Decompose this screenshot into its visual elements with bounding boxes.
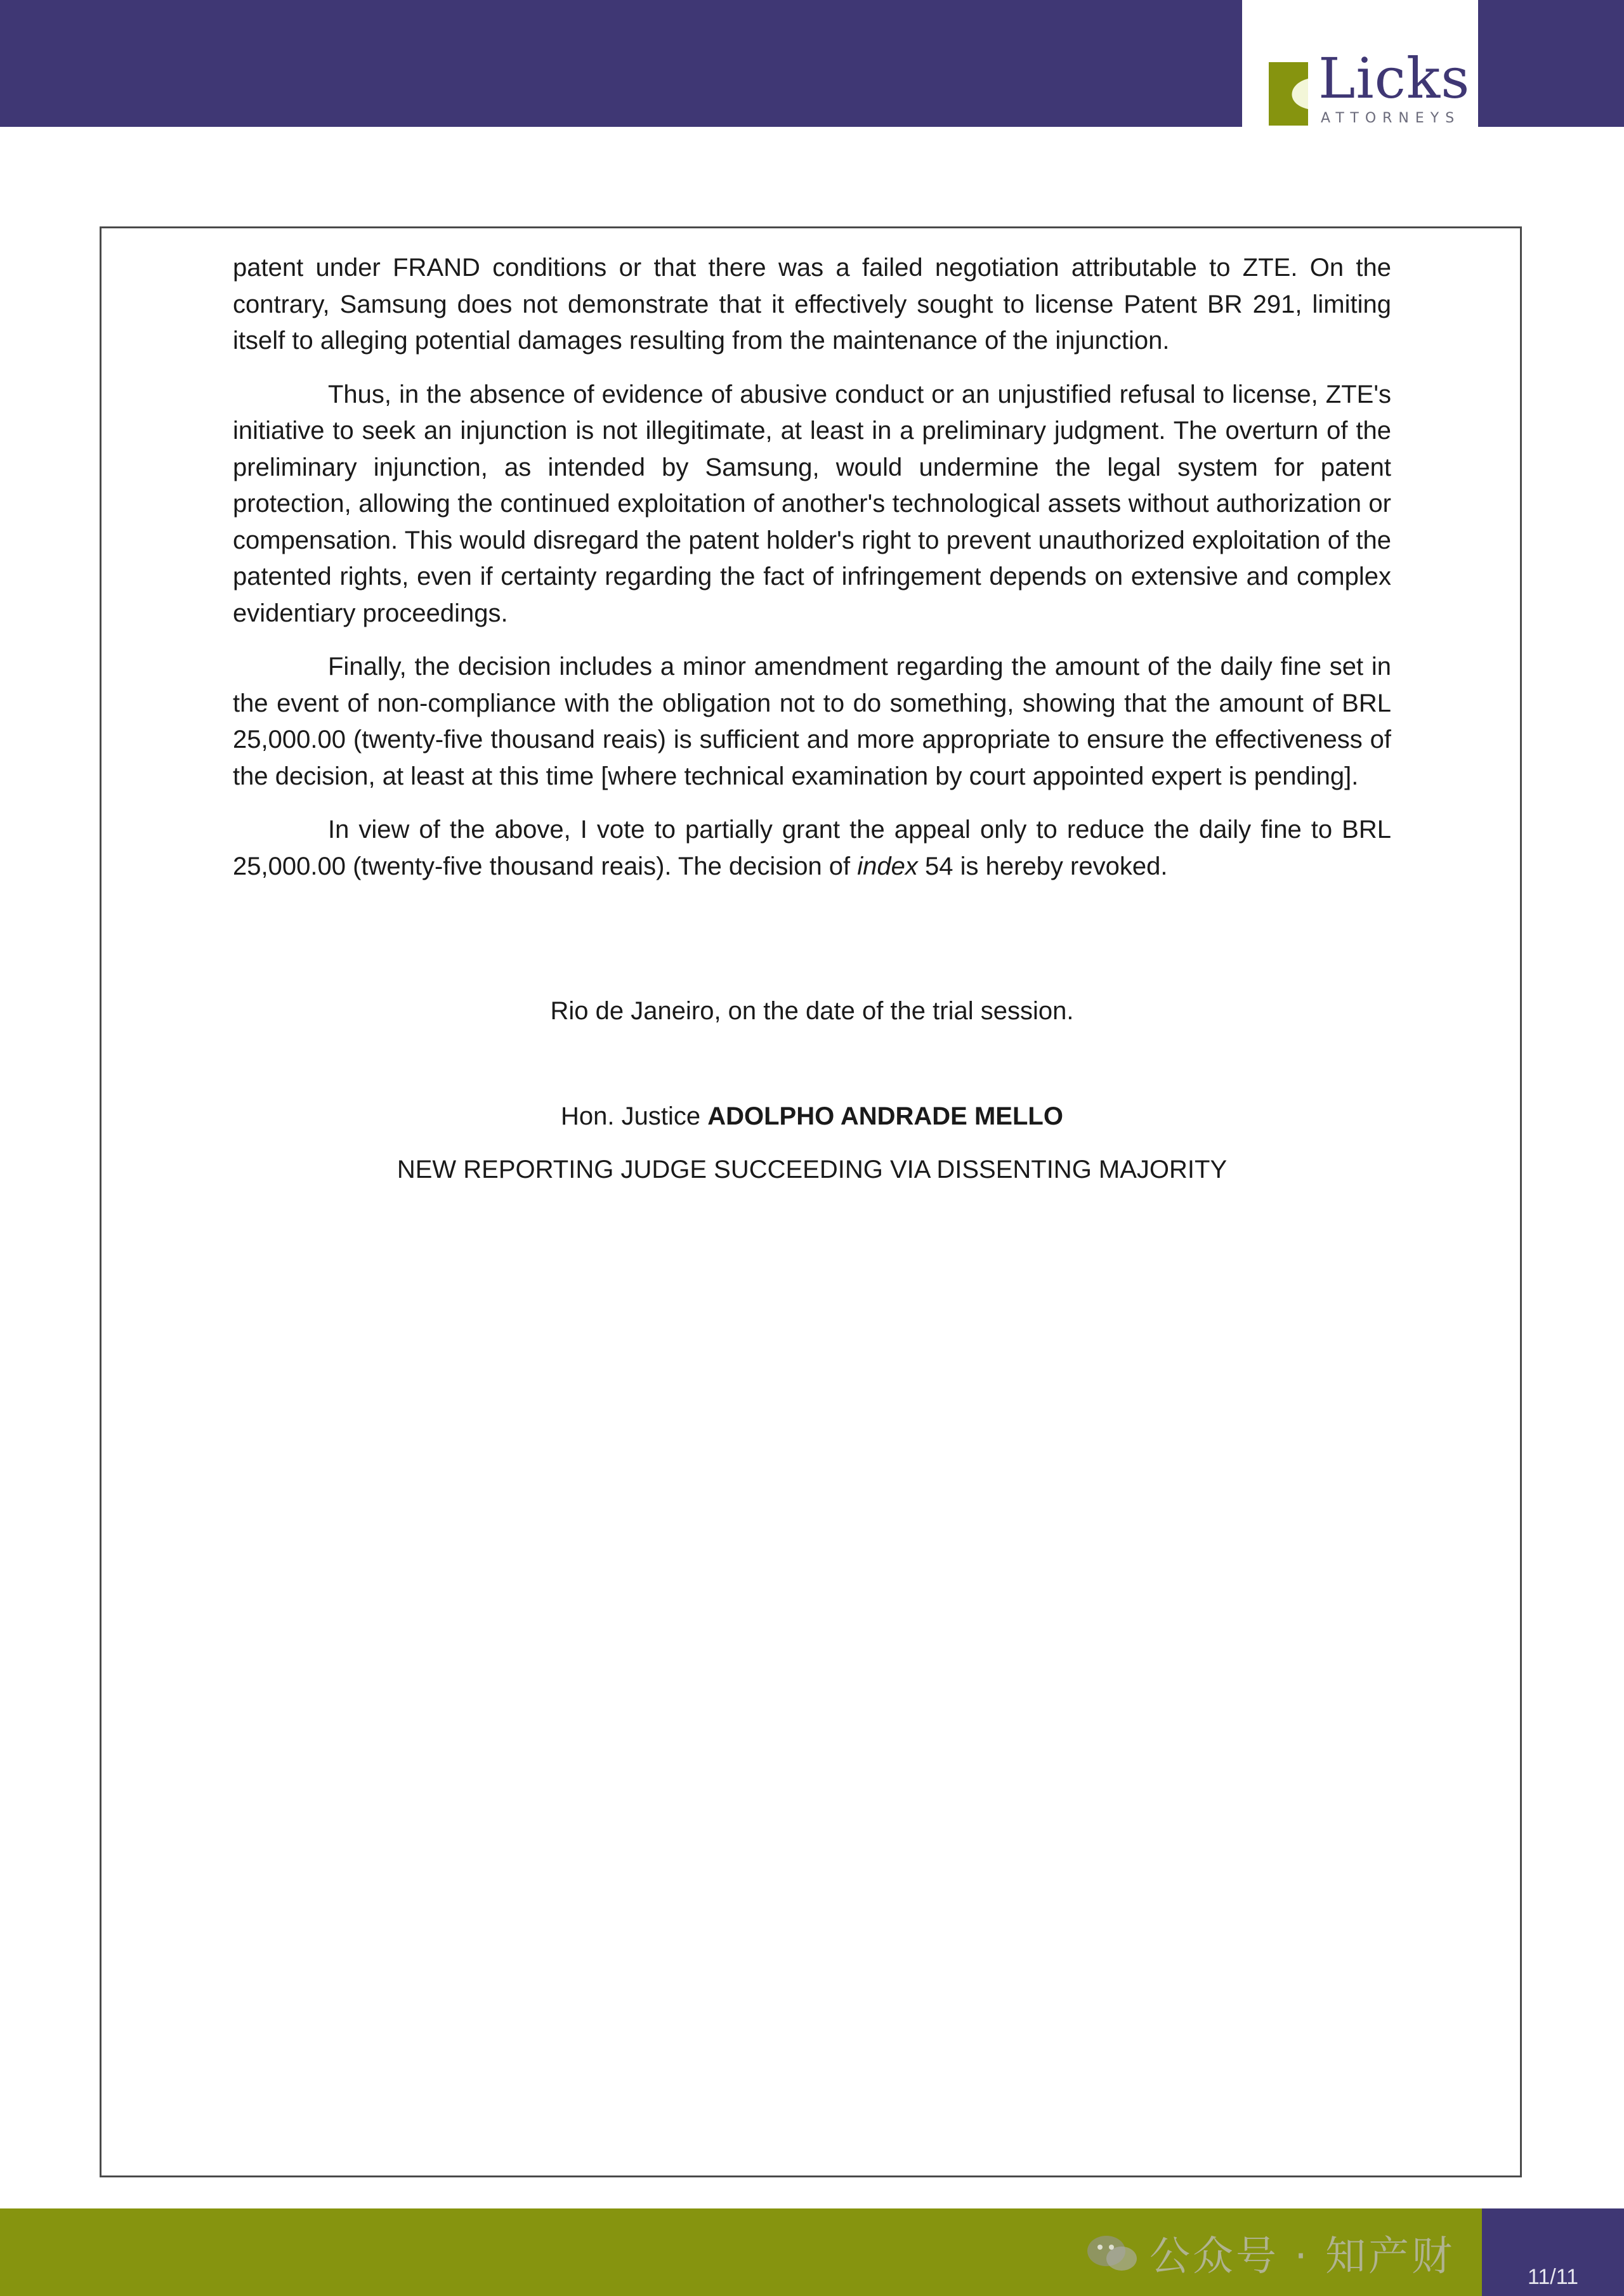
document-body	[233, 250, 1391, 902]
place-date: Rio de Janeiro, on the date of the trial session.	[550, 997, 1074, 1025]
paragraph-4-text: In view of the above, I vote to partially grant the appeal only to reduce the daily fine to BRL 25,000.00 (twenty-five thousand reais). The decision of	[233, 816, 1391, 880]
paragraph-4-italic: index	[857, 852, 918, 880]
paragraph-2: Thus, in the absence of evidence of abusive conduct or an unjustified refusal to license, ZTE's initiative to seek an injunction is not illegitimate, at least in a preliminary judgment. The overturn of the preliminary injunction, as intended by Samsung, would undermine the legal system for patent protection, allowing the continued exploitation of another's technological assets without authorization or compensation. This would disregard the patent holder's right to prevent unauthorized exploitation of the patented rights, even if certainty regarding the fact of infringement depends on extensive and complex evidentiary proceedings.	[233, 380, 1391, 627]
logo-mark-icon	[1269, 62, 1308, 126]
watermark-text: 公众号 · 知产财	[1149, 2233, 1455, 2280]
signer-role: NEW REPORTING JUDGE SUCCEEDING VIA DISSENTING MAJORITY	[396, 1156, 1228, 1184]
signer-prefix: Hon. Justice	[561, 1102, 708, 1130]
page-number: 11/11	[1527, 2265, 1579, 2289]
paragraph-4-end: 54 is hereby revoked.	[917, 852, 1168, 880]
watermark	[1084, 2228, 1455, 2278]
logo-tagline: ATTORNEYS	[1321, 110, 1461, 126]
paragraph-4	[233, 812, 1391, 885]
paragraph-1: patent under FRAND conditions or that there was a failed negotiation attributable to ZTE. On the contrary, Samsung does not demonstrate that it effectively sought to license Patent BR 291, limiting itself to alleging potential damages resulting from the maintenance of the injunction.	[233, 254, 1391, 355]
signer-line	[233, 1099, 1391, 1135]
wechat-icon	[1084, 2231, 1141, 2275]
signer-name: ADOLPHO ANDRADE MELLO	[707, 1102, 1063, 1130]
paragraph-3: Finally, the decision includes a minor amendment regarding the amount of the daily fine set in the event of non-compliance with the obligation not to do something, showing that the amount of BRL 25,000.00 (twenty-five thousand reais) is sufficient and more appropriate to ensure the effectiveness of the decision, at least at this time [where technical examination by court appointed expert is pending].	[233, 653, 1391, 790]
logo-name: Licks	[1318, 46, 1470, 111]
